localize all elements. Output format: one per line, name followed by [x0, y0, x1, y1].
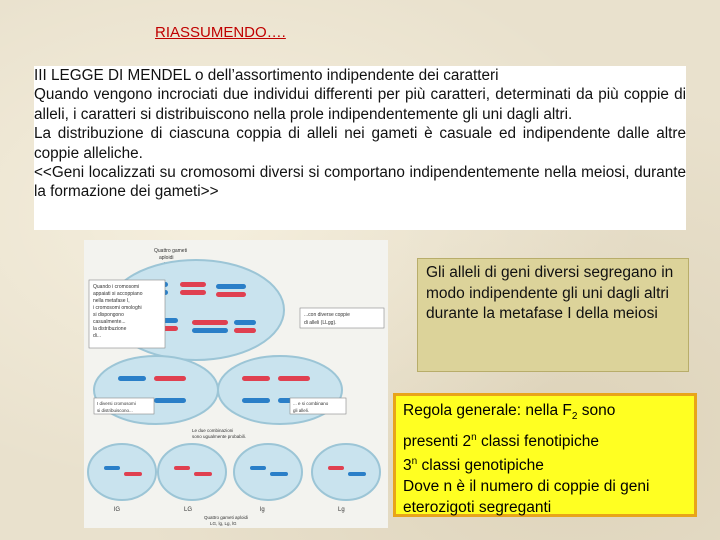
gamete-cell-2: [158, 444, 226, 500]
gamete-label-3: lg: [260, 507, 265, 513]
gamete-label-1: lG: [114, 507, 120, 513]
genotype-prefix: 3: [403, 457, 412, 475]
callout-4-line-2: gli alleli.: [293, 408, 310, 413]
note-metaphase: Gli alleli di geni diversi segregano in modo indipendente gli uni dagli altri durante la metafase I della meiosi: [417, 258, 689, 372]
gamete-cell-1: [88, 444, 156, 500]
phenotype-suffix: classi fenotipiche: [476, 432, 599, 450]
text-paragraph-quote: <<Geni localizzati su cromosomi diversi si comportano indipendentemente nella meiosi, durante la formazione dei gameti>>: [34, 164, 686, 201]
text-line-law: III LEGGE DI MENDEL o dell’assortimento indipendente dei caratteri: [34, 67, 499, 84]
note-general-rule: [393, 393, 697, 517]
main-text-box: [34, 66, 686, 230]
callout-2-line-2: di alleli (LLgg).: [304, 320, 337, 326]
phenotype-prefix: presenti 2: [403, 432, 472, 450]
phenotype-exponent: n: [471, 431, 477, 443]
rule-line-4: Dove n è il numero di coppie di geni eterozigoti segreganti: [403, 478, 650, 516]
bottom-label-1: Quattro gameti aploidi: [204, 515, 249, 520]
top-label-2: aploidi: [159, 255, 174, 261]
bottom-label-2: LG, lg, Lg, lG: [210, 521, 237, 526]
top-label-1: Quattro gameti: [154, 248, 188, 254]
rule-text-prefix: Regola generale: nella F: [403, 402, 572, 419]
callout-2-line-1: ...con diverse coppie: [304, 312, 350, 318]
rule-text-suffix: sono: [577, 402, 616, 419]
callout-1-line-3: nella metafase I,: [93, 298, 130, 304]
callout-3-line-2: si distribuiscono...: [97, 408, 133, 413]
gamete-cell-3: [234, 444, 302, 500]
gamete-label-2: LG: [184, 507, 193, 513]
rule-line-1: [403, 401, 687, 428]
text-paragraph-crossing: Quando vengono incrociati due individui differenti per più caratteri, determinati da più coppie di alleli, i caratteri si distribuiscono nella prole indipendentemente gli uni dagli altri.: [34, 86, 686, 123]
center-caption-1: Le due combinazioni: [192, 428, 234, 433]
rule-subscript: 2: [571, 411, 578, 423]
meiosis-diagram: [84, 240, 388, 528]
callout-1-line-1: Quando i cromosomi: [93, 284, 140, 290]
rule-line-3: [403, 452, 687, 477]
callout-1-line-7: la distribuzione: [93, 326, 127, 332]
gamete-cell-4: [312, 444, 380, 500]
center-caption-2: sono ugualmente probabili.: [192, 434, 247, 439]
genotype-exponent: n: [411, 456, 418, 468]
genotype-suffix: classi genotipiche: [417, 457, 544, 475]
callout-1-line-5: si dispongono: [93, 312, 124, 318]
rule-line-2: [403, 428, 687, 453]
slide-title: RIASSUMENDO….: [155, 24, 286, 41]
gamete-label-4: Lg: [338, 507, 345, 513]
text-paragraph-distribution: La distribuzione di ciascuna coppia di alleli nei gameti è casuale ed indipendente dalle altre coppie alleliche.: [34, 125, 686, 162]
callout-1-line-2: appaiati si accoppiano: [93, 291, 143, 297]
meiosis-figure: [84, 240, 388, 528]
callout-4-line-1: ... e si combinano: [293, 401, 329, 406]
callout-1-line-4: i cromosomi omologhi: [93, 305, 142, 311]
callout-1-line-6: casualmente...: [93, 319, 126, 325]
callout-1-line-8: di...: [93, 333, 102, 339]
callout-3-line-1: I diversi cromosomi: [97, 401, 136, 406]
